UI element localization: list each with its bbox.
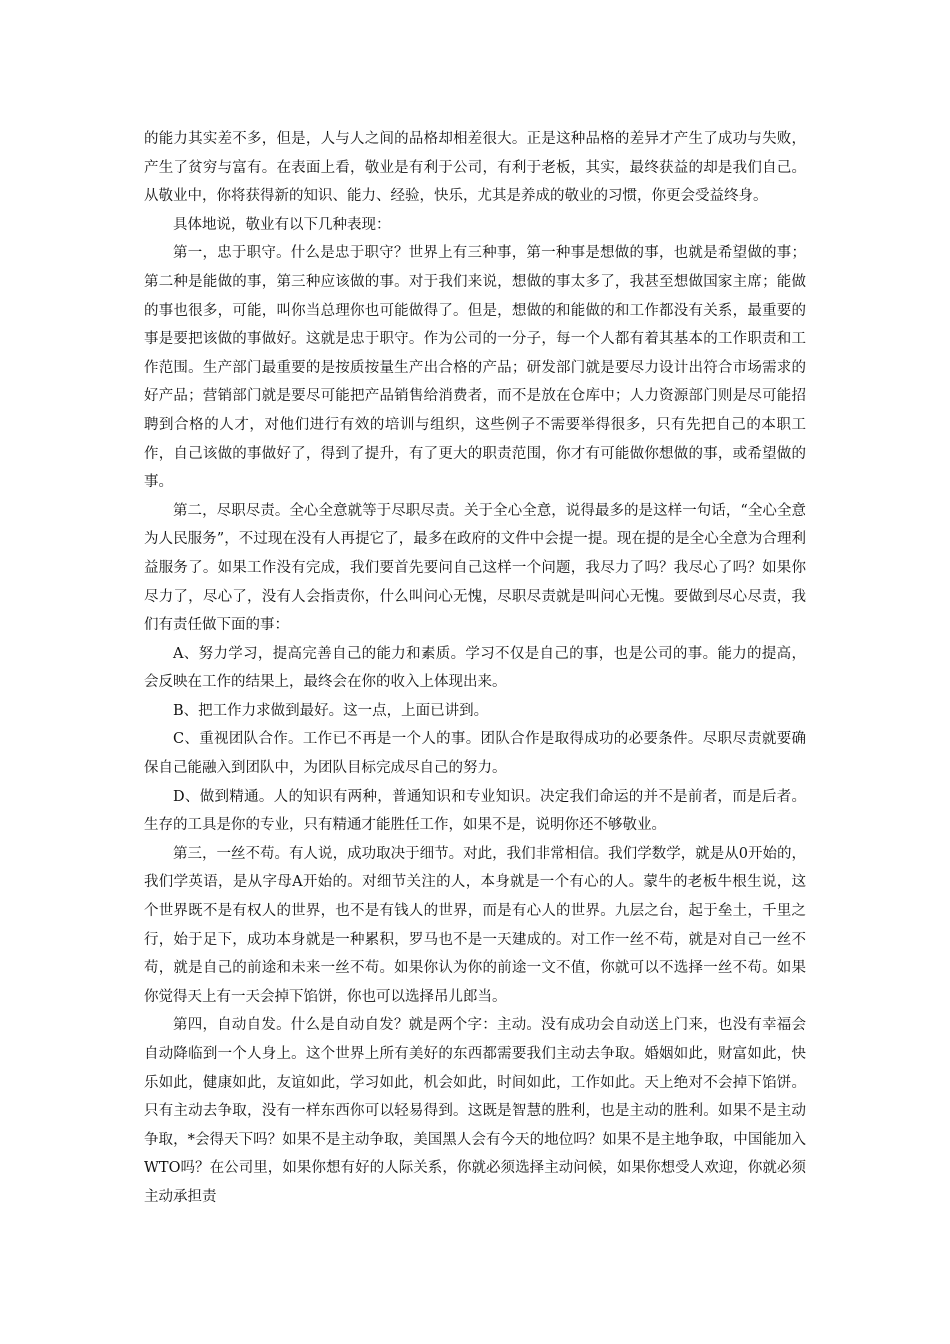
paragraph-item-a: A、努力学习，提高完善自己的能力和素质。学习不仅是自己的事，也是公司的事。能力的提高，会反映在工作的结果上，最终会在你的收入上体现出来。 bbox=[144, 645, 806, 691]
paragraph-third-point: 第三，一丝不苟。有人说，成功取决于细节。对此，我们非常相信。我们学数学，就是从0开始的，我们学英语，是从字母A开始的。对细节关注的人，本身就是一个有心的人。蒙牛的老板牛根生说，这个世界既不是有权人的世界，也不是有钱人的世界，而是有心人的世界。九层之台，起于垒土，千里之行，始于足下，成功本身就是一种累积，罗马也不是一天建成的。对工作一丝不苟，就是对自己一丝不苟，就是自己的前途和未来一丝不苟。如果你认为你的前途一文不值，你就可以不选择一丝不苟。如果你觉得天上有一天会掉下馅饼，你也可以选择吊儿郎当。 bbox=[144, 845, 806, 1005]
paragraph-item-d: D、做到精通。人的知识有两种，普通知识和专业知识。决定我们命运的并不是前者，而是后者。生存的工具是你的专业，只有精通才能胜任工作，如果不是，说明你还不够敬业。 bbox=[144, 788, 806, 834]
paragraph-fourth-point: 第四，自动自发。什么是自动自发？就是两个字：主动。没有成功会自动送上门来，也没有幸福会自动降临到一个人身上。这个世界上所有美好的东西都需要我们主动去争取。婚姻如此，财富如此，快乐如此，健康如此，友谊如此，学习如此，机会如此，时间如此，工作如此。天上绝对不会掉下馅饼。只有主动去争取，没有一样东西你可以轻易得到。这既是智慧的胜利，也是主动的胜利。如果不是主动争取，*会得天下吗？如果不是主动争取，美国黑人会有今天的地位吗？如果不是主地争取，中国能加入WTO吗？在公司里，如果你想有好的人际关系，你就必须选择主动问候，如果你想受人欢迎，你就必须主动承担责 bbox=[144, 1017, 806, 1205]
paragraph-item-c: C、重视团队合作。工作已不再是一个人的事。团队合作是取得成功的必要条件。尽职尽责就要确保自己能融入到团队中，为团队目标完成尽自己的努力。 bbox=[144, 731, 806, 777]
paragraph-first-point: 第一，忠于职守。什么是忠于职守？世界上有三种事，第一种事是想做的事，也就是希望做的事；第二种是能做的事，第三种应该做的事。对于我们来说，想做的事太多了，我甚至想做国家主席；能做的事也很多，可能，叫你当总理你也可能做得了。但是，想做的和能做的和工作都没有关系，最重要的事是要把该做的事做好。这就是忠于职守。作为公司的一分子，每一个人都有着其基本的工作职责和工作范围。生产部门最重要的是按质按量生产出合格的产品；研发部门就是要尽力设计出符合市场需求的好产品；营销部门就是要尽可能把产品销售给消费者，而不是放在仓库中；人力资源部门则是尽可能招聘到合格的人才，对他们进行有效的培训与组织，这些例子不需要举得很多，只有先把自己的本职工作，自己该做的事做好了，得到了提升，有了更大的职责范围，你才有可能做你想做的事，或希望做的事。 bbox=[144, 245, 806, 491]
paragraph-continuation: 的能力其实差不多，但是，人与人之间的品格却相差很大。正是这种品格的差异才产生了成功与失败，产生了贫穷与富有。在表面上看，敬业是有利于公司，有利于老板，其实，最终获益的却是我们自己。从敬业中，你将获得新的知识、能力、经验，快乐，尤其是养成的敬业的习惯，你更会受益终身。 bbox=[144, 131, 806, 205]
paragraph-second-point: 第二，尽职尽责。全心全意就等于尽职尽责。关于全心全意，说得最多的是这样一句话，“全心全意为人民服务”，不过现在没有人再提它了，最多在政府的文件中会提一提。现在提的是全心全意为合理利益服务了。如果工作没有完成，我们要首先要问自己这样一个问题，我尽力了吗？我尽心了吗？如果你尽力了，尽心了，没有人会指责你，什么叫问心无愧，尽职尽责就是叫问心无愧。要做到尽心尽责，我们有责任做下面的事： bbox=[144, 502, 806, 634]
paragraph-item-b: B、把工作力求做到最好。这一点，上面已讲到。 bbox=[173, 702, 489, 719]
paragraph-intro: 具体地说，敬业有以下几种表现： bbox=[173, 216, 391, 233]
document-body bbox=[144, 125, 806, 1212]
